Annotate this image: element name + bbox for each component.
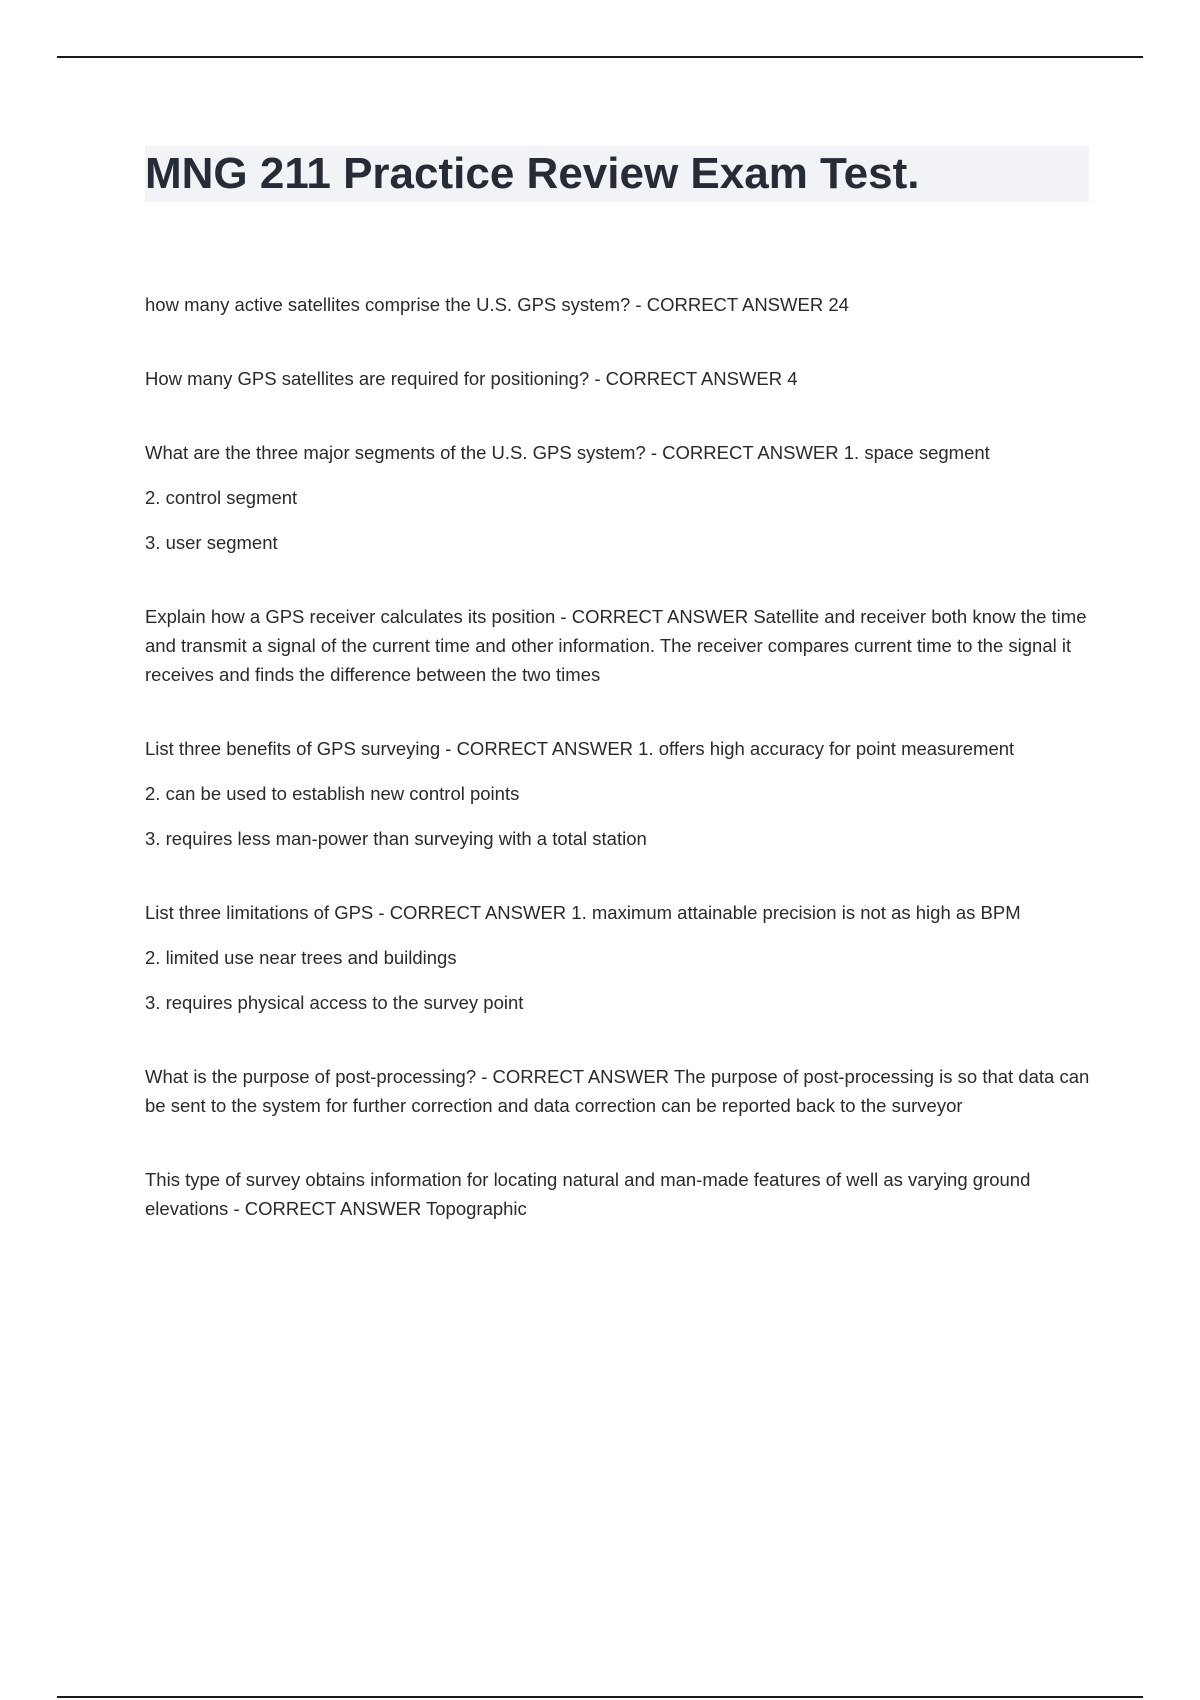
qa-text: how many active satellites comprise the U.S. GPS system? - CORRECT ANSWER 24 bbox=[145, 294, 849, 315]
qa-answer-line: 3. requires physical access to the survey point bbox=[145, 992, 524, 1013]
qa-item bbox=[145, 1062, 1090, 1120]
qa-list bbox=[145, 290, 1090, 1268]
qa-item bbox=[145, 734, 1090, 853]
qa-text: List three limitations of GPS - CORRECT ANSWER 1. maximum attainable precision is not as high as BPM bbox=[145, 902, 1021, 923]
qa-text: This type of survey obtains information for locating natural and man-made features of well as varying ground elevations - CORRECT ANSWER Topographic bbox=[145, 1169, 1031, 1219]
qa-item bbox=[145, 1165, 1090, 1223]
qa-answer-line: 2. limited use near trees and buildings bbox=[145, 947, 457, 968]
qa-item bbox=[145, 364, 1090, 393]
header-rule bbox=[57, 56, 1143, 58]
qa-answer-line: 3. user segment bbox=[145, 532, 278, 553]
title-banner bbox=[145, 146, 1089, 202]
qa-item bbox=[145, 438, 1090, 557]
qa-text: List three benefits of GPS surveying - CORRECT ANSWER 1. offers high accuracy for point measurement bbox=[145, 738, 1015, 759]
footer-rule bbox=[57, 1696, 1143, 1698]
qa-text: How many GPS satellites are required for positioning? - CORRECT ANSWER 4 bbox=[145, 368, 798, 389]
qa-text: Explain how a GPS receiver calculates its position - CORRECT ANSWER Satellite and receiver both know the time and transmit a signal of the current time and other information. The receiver compares current time to the signal it receives and finds the difference between the two times bbox=[145, 606, 1087, 685]
qa-item bbox=[145, 290, 1090, 319]
qa-text: What are the three major segments of the U.S. GPS system? - CORRECT ANSWER 1. space segment bbox=[145, 442, 990, 463]
qa-answer-line: 3. requires less man-power than surveying with a total station bbox=[145, 828, 647, 849]
qa-item bbox=[145, 898, 1090, 1017]
qa-answer-line: 2. control segment bbox=[145, 487, 298, 508]
page-title: MNG 211 Practice Review Exam Test. bbox=[145, 149, 920, 198]
qa-answer-line: 2. can be used to establish new control points bbox=[145, 783, 520, 804]
qa-item bbox=[145, 602, 1090, 689]
qa-text: What is the purpose of post-processing? - CORRECT ANSWER The purpose of post-processing is so that data can be sent to the system for further correction and data correction can be reported back to the surveyor bbox=[145, 1066, 1090, 1116]
